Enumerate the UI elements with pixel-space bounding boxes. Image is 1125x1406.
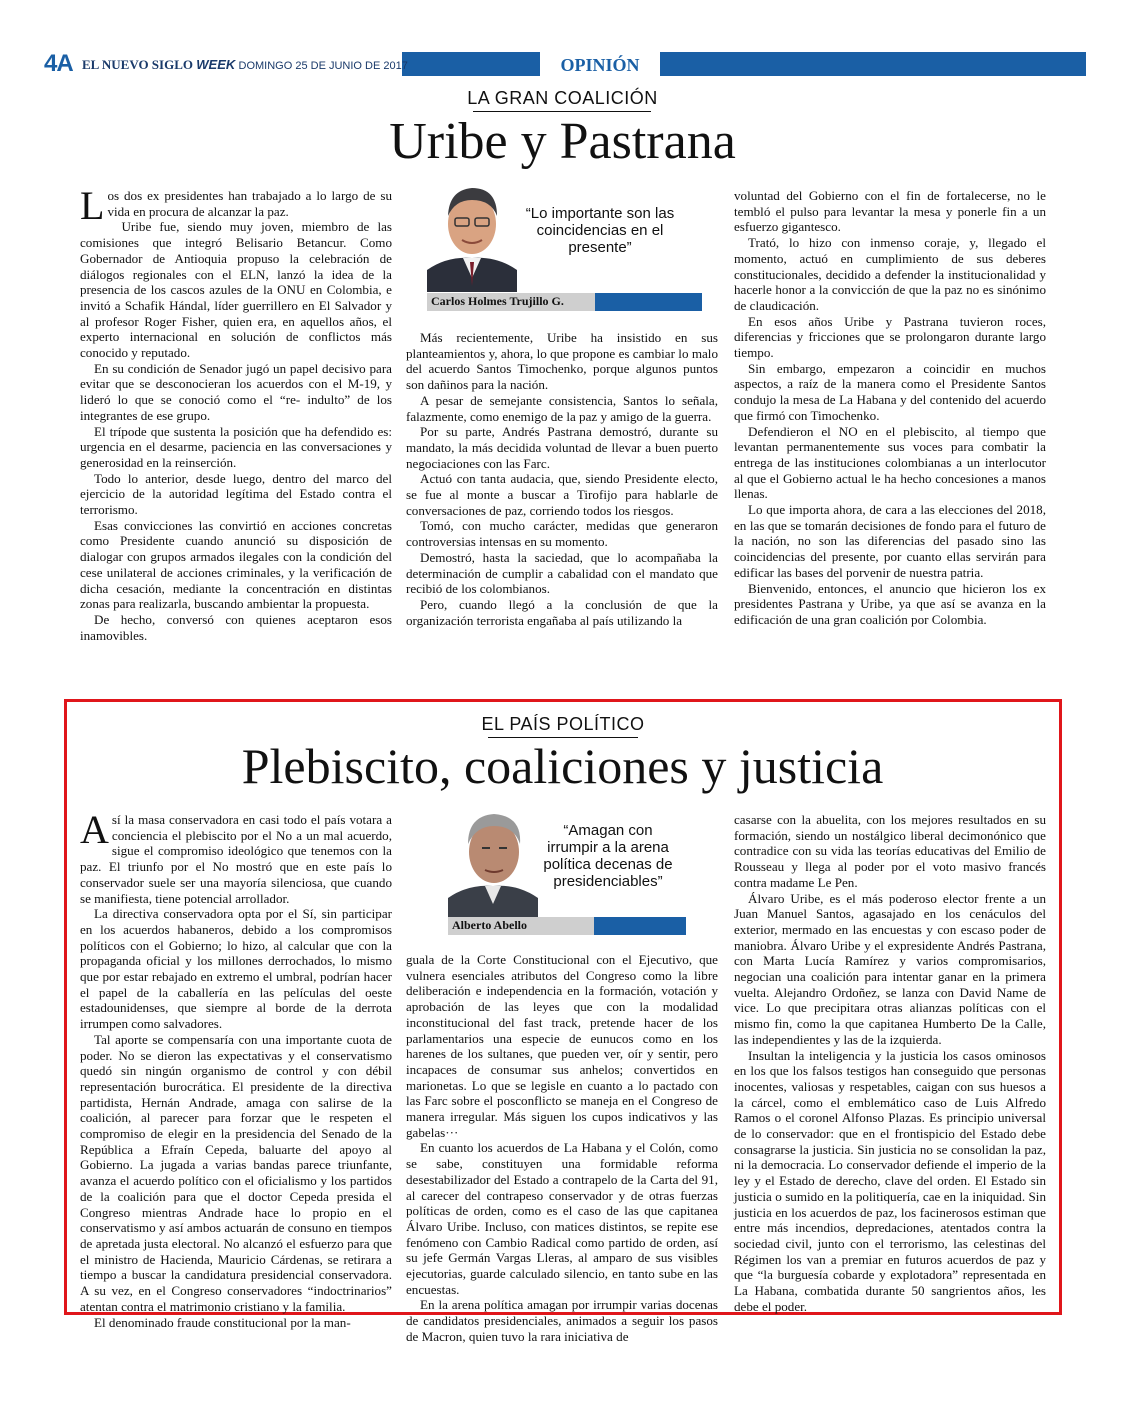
section-header-bar — [40, 52, 1086, 76]
article2-paragraph: Insultan la inteligencia y la justicia los casos ominosos en los que los falsos testigos han conseguido que personas inocentes, valiosas y respetables, caigan con sus huesos a la cárcel, como el emblemático caso de Luis Alfredo Ramos o el coronel Alfonso Plazas. Es principio universal de lo conservador: que en el frontispicio del Estado debe consagrarse la justicia. Sin justicia no se consolidan la paz, ni la democracia. Lo conservador defiende el imperio de la ley y el Estado de derecho, clave del orden. El Estado sin justicia o sumido en la politiquería, cae en la iniquidad. Sin justicia en los acuerdos de paz, los facinerosos estiman que entre más incendios, depredaciones, atentados contra la sociedad civil, junto con el terrorismo, las celestinas del Régimen los van a premiar en futuros acuerdos de paz y que “la burguesía cobarde y explotadora” representada en La Habana, combatida durante 50 sangrientos años, les debe el poder. — [734, 1047, 1046, 1314]
article1-paragraph: Por su parte, Andrés Pastrana demostró, durante su mandato, la más decidida voluntad de llevar a buen puerto negociaciones con las Farc. — [406, 424, 718, 471]
article1-paragraph: Tomó, con mucho carácter, medidas que generaron controversias intensas en su momento. — [406, 518, 718, 550]
dropcap: A — [80, 807, 109, 852]
author-photo-carlos-holmes — [427, 174, 517, 292]
article1-paragraph: Todo lo anterior, desde luego, dentro del marco del ejercicio de la autoridad legítima del Estado contra el terrorismo. — [80, 470, 392, 518]
article1-paragraph: De hecho, conversó con quienes aceptaron esos inamovibles. — [80, 611, 392, 643]
article1-kicker: LA GRAN COALICIÓN — [467, 88, 658, 108]
article1-paragraph: Más recientemente, Uribe ha insistido en sus planteamientos y, ahora, lo que propone es cambiar lo malo del acuerdo Santos Timochenko, porque algunos puntos son dañinos para la nación. — [406, 330, 718, 393]
article2-paragraph: La directiva conservadora opta por el Sí, sin participar en los acuerdos habaneros, debido a los compromisos políticos con el Gobierno; lo hizo, al calcular que con la propaganda oficial y los millones derrochados, lo mismo que por estar rebajado en extremo el umbral, podrían hacer el papel de la caballería en las películas del oeste estadounidenses, que siempre al borde de la derrota irrumpen como salvadores. — [80, 906, 392, 1032]
article2-paragraph: casarse con la abuelita, con los mejores resultados en su formación, siendo un nostálgico liberal decimonónico que contradice con su vida las teorías educativas del Emilio de Rousseau y llega al poder por el voto masivo francés contra madame Le Pen. — [734, 812, 1046, 890]
article1-paragraph: voluntad del Gobierno con el fin de fortalecerse, no le tembló el pulso para levantar la mesa y ponerle fin a un esfuerzo gigantesco. — [734, 188, 1046, 235]
article2-paragraph: Así la masa conservadora en casi todo el país votara a conciencia el plebiscito por el No a un mal acuerdo, sigue el compromiso ideológico que tenemos con la paz. El triunfo por el No mostró que en este país lo conservador suele ser una mayoría silenciosa, que cuando se manifiesta, tiene potencial arrollador. — [80, 807, 392, 906]
article1-paragraph: Bienvenido, entonces, el anuncio que hicieron los ex presidentes Pastrana y Uribe, ya que así se avanza en la edificación de una gran coalición por Colombia. — [734, 580, 1046, 627]
article1-column-2 — [406, 330, 718, 628]
page-number: 4A — [44, 50, 73, 77]
article2-paragraph: En cuanto los acuerdos de La Habana y el Colón, como se sabe, constituyen una formidable reforma desestabilizador del Estado a contrapelo de la Carta del 91, al carecer del contrapeso conservador y de otras fuerzas políticas de orden, como es el caso de las que capitanea Álvaro Uribe. Incluso, con matices distintos, se repite ese fenómeno con Cambio Radical como partido de orden, así su jefe Germán Vargas Lleras, al amparo de sus visibles ejecutorias, guarde calculado silencio, en tanto sube en las encuestas. — [406, 1140, 718, 1297]
article2-headline: Plebiscito, coaliciones y justicia — [241, 738, 884, 794]
article2-paragraph: En la arena política amagan por irrumpir varias docenas de candidatos presidenciales, animados a seguir los pasos de Macron, quien tuvo la rara iniciativa de — [406, 1297, 718, 1344]
article2-paragraph: guala de la Corte Constitucional con el Ejecutivo, que vulnera esenciales atributos del Congreso como la libre deliberación e independencia en la formación, votación y aprobación de las leyes que con la modalidad inconstitucional del fast track, pretende hacer de los parlamentarios una especie de eunucos como en los harenes de los sultanes, que pueden ver, oír y sentir, pero incapaces de consumar sus anhelos; convertidos en marionetas. Lo que se legisle en cuanto a lo pactado con las Farc sobre el posconflicto se maneja en el Congreso de manera irregular. Más siguen los cupos indicativos y las gabelas··· — [406, 952, 718, 1140]
article1-paragraph: Actuó con tanta audacia, que, siendo Presidente electo, se fue al monte a buscar a Tirofijo para hablarle de conversaciones de paz, corriendo todos los riesgos. — [406, 471, 718, 518]
article1-paragraph: Defendieron el NO en el plebiscito, al tiempo que levantan permanentemente sus voces para combatir la entrega de las instituciones colombianas a un interlocutor al que el Gobierno actual le ha hecho concesiones a manos llenas. — [734, 423, 1046, 502]
article1-paragraph: Pero, cuando llegó a la conclusión de que la organización terrorista engañaba al país utilizando la — [406, 596, 718, 628]
article1-paragraph: A pesar de semejante consistencia, Santos lo señala, falazmente, como enemigo de la paz y amigo de la guerra. — [406, 392, 718, 424]
article2-pull-quote: “Amagan con irrumpir a la arena política decenas de presidenciables” — [543, 822, 673, 890]
article1-paragraph: Demostró, hasta la saciedad, que lo acompañaba la determinación de cumplir a cabalidad con el mandato que recibió de los colombianos. — [406, 549, 718, 597]
article1-paragraph: El trípode que sustenta la posición que ha defendido es: urgencia en el desarme, paciencia en las conversaciones y generosidad en la reinserción. — [80, 423, 392, 470]
article1-paragraph: Sin embargo, empezaron a coincidir en muchos aspectos, a raíz de la manera como el Presidente Santos condujo la mesa de La Habana y del contenido del acuerdo que firmó con Timochenko. — [734, 360, 1046, 423]
article1-pull-quote: “Lo importante son las coincidencias en el presente” — [525, 205, 675, 256]
article2-column-3 — [734, 812, 1046, 1315]
article2-kicker: EL PAÍS POLÍTICO — [481, 714, 645, 734]
article1-paragraph: En su condición de Senador jugó un papel decisivo para evitar que se desconocieran los acuerdos con el M-19, y lideró lo que se conoció como el “re- indulto” de los integrantes de ese grupo. — [80, 360, 392, 423]
article1-column-1 — [80, 183, 392, 643]
article2-column-2 — [406, 952, 718, 1345]
article2-author-bar — [448, 917, 686, 935]
article1-headline: Uribe y Pastrana — [389, 113, 736, 170]
section-title: OPINIÓN — [560, 55, 640, 75]
issue-date: DOMINGO 25 DE JUNIO DE 2017 — [238, 60, 408, 72]
article1-paragraph: Los dos ex presidentes han trabajado a lo largo de su vida en procura de alcanzar la paz. — [80, 183, 392, 228]
article2-column-1 — [80, 807, 392, 1330]
article2-paragraph: Tal aporte se compensaría con una importante cuota de poder. No se dieron las expectativas y el conservatismo quedó sin ningún organismo de control y con débil representación burocrática. El presidente de la directiva partidista, Hernán Andrade, amaga con salirse de la coalición, al parecer para forzar que le respeten el compromiso de elegir en la presidencia del Senado de la República a Efraín Cepeda, baluarte del apoyo al Gobierno. La jugada a varias bandas parece triunfante, avanza el acuerdo político con el oficialismo y los partidos de la coalición para que el doctor Cepeda presida el Congreso mientras Andrade hace lo propio en el conservatismo y así ambos actuarán de consuno en tiempos de apretada justa electoral. No alcanzó el esfuerzo para que el ministro de Hacienda, Mauricio Cárdenas, se retirara a tiempo a buscar la candidatura presidencial conservadora. A su vez, en el Congreso conservadores “indoctrinarios” atentan contra el matrimonio cristiano y la familia. — [80, 1031, 392, 1314]
article1-author: Carlos Holmes Trujillo G. — [431, 294, 564, 308]
publication-line — [82, 57, 408, 73]
article1-paragraph: Esas convicciones las convirtió en acciones concretas como Presidente cuando anunció su disposición de dialogar con grupos armados ilegales con la condición del cese unilateral de acciones criminales, y la verificación de dicha cesación, mediante la concentración en distintas zonas para realizarla, buscando ambientar la propuesta. — [80, 517, 392, 612]
article1-author-bar — [427, 293, 702, 311]
article2-paragraph: El denominado fraude constitucional por la man- — [94, 1314, 351, 1330]
article1-paragraph: Lo que importa ahora, de cara a las elecciones del 2018, en las que se tomarán decisiones de fondo para el futuro de la nación, no son las diferencias del pasado sino las coincidencias del presente, por cuanto ellas servirán para edificar las bases del porvenir de nuestra patria. — [734, 502, 1046, 580]
edition-name: WEEK — [196, 57, 236, 72]
dropcap: L — [80, 183, 105, 228]
article2-paragraph: Álvaro Uribe, es el más poderoso elector frente a un Juan Manuel Santos, agasajado en los cenáculos del exterior, mermado en las encuestas y con escaso poder de maniobra. Álvaro Uribe y el expresidente Andrés Pastrana, con Marta Lucía Ramírez y varios compromisarios, negocian una coalición para intentar ganar en la primera vuelta. Alejandro Ordoñez, se lanza con David Name de vice. Lo que precipitara otras alianzas políticas con el mismo fin, como la que capitanea Humberto De la Calle, las independientes y las de la izquierda. — [734, 890, 1046, 1047]
article1-paragraph: En esos años Uribe y Pastrana tuvieron roces, diferencias y fricciones que se prolongaron durante largo tiempo. — [734, 313, 1046, 361]
article1-column-3 — [734, 188, 1046, 628]
publication-name: EL NUEVO SIGLO — [82, 57, 193, 72]
article1-paragraph: Trató, lo hizo con inmenso coraje, y, llegado el momento, actuó en cumplimiento de sus deberes constitucionales, decidido a defender la institucionalidad y hacerle honor a la convicción de que la paz no es sinónimo de claudicación. — [734, 235, 1046, 313]
author-photo-alberto-abello — [448, 804, 538, 918]
article1-paragraph: Uribe fue, siendo muy joven, miembro de las comisiones que integró Belisario Betancur. Como Gobernador de Antioquia propuso la celebración de diálogos regionales con el ELN, lanzó la idea de la presencia de los cascos azules de la ONU en Colombia, e invitó a Schafik Hándal, líder guerrillero en El Salvador y al profesor Roger Fisher, quien era, en aquellos años, el experto internacional en solución de conflictos más conocido y reputado. — [80, 219, 392, 361]
article2-author: Alberto Abello — [452, 918, 527, 932]
